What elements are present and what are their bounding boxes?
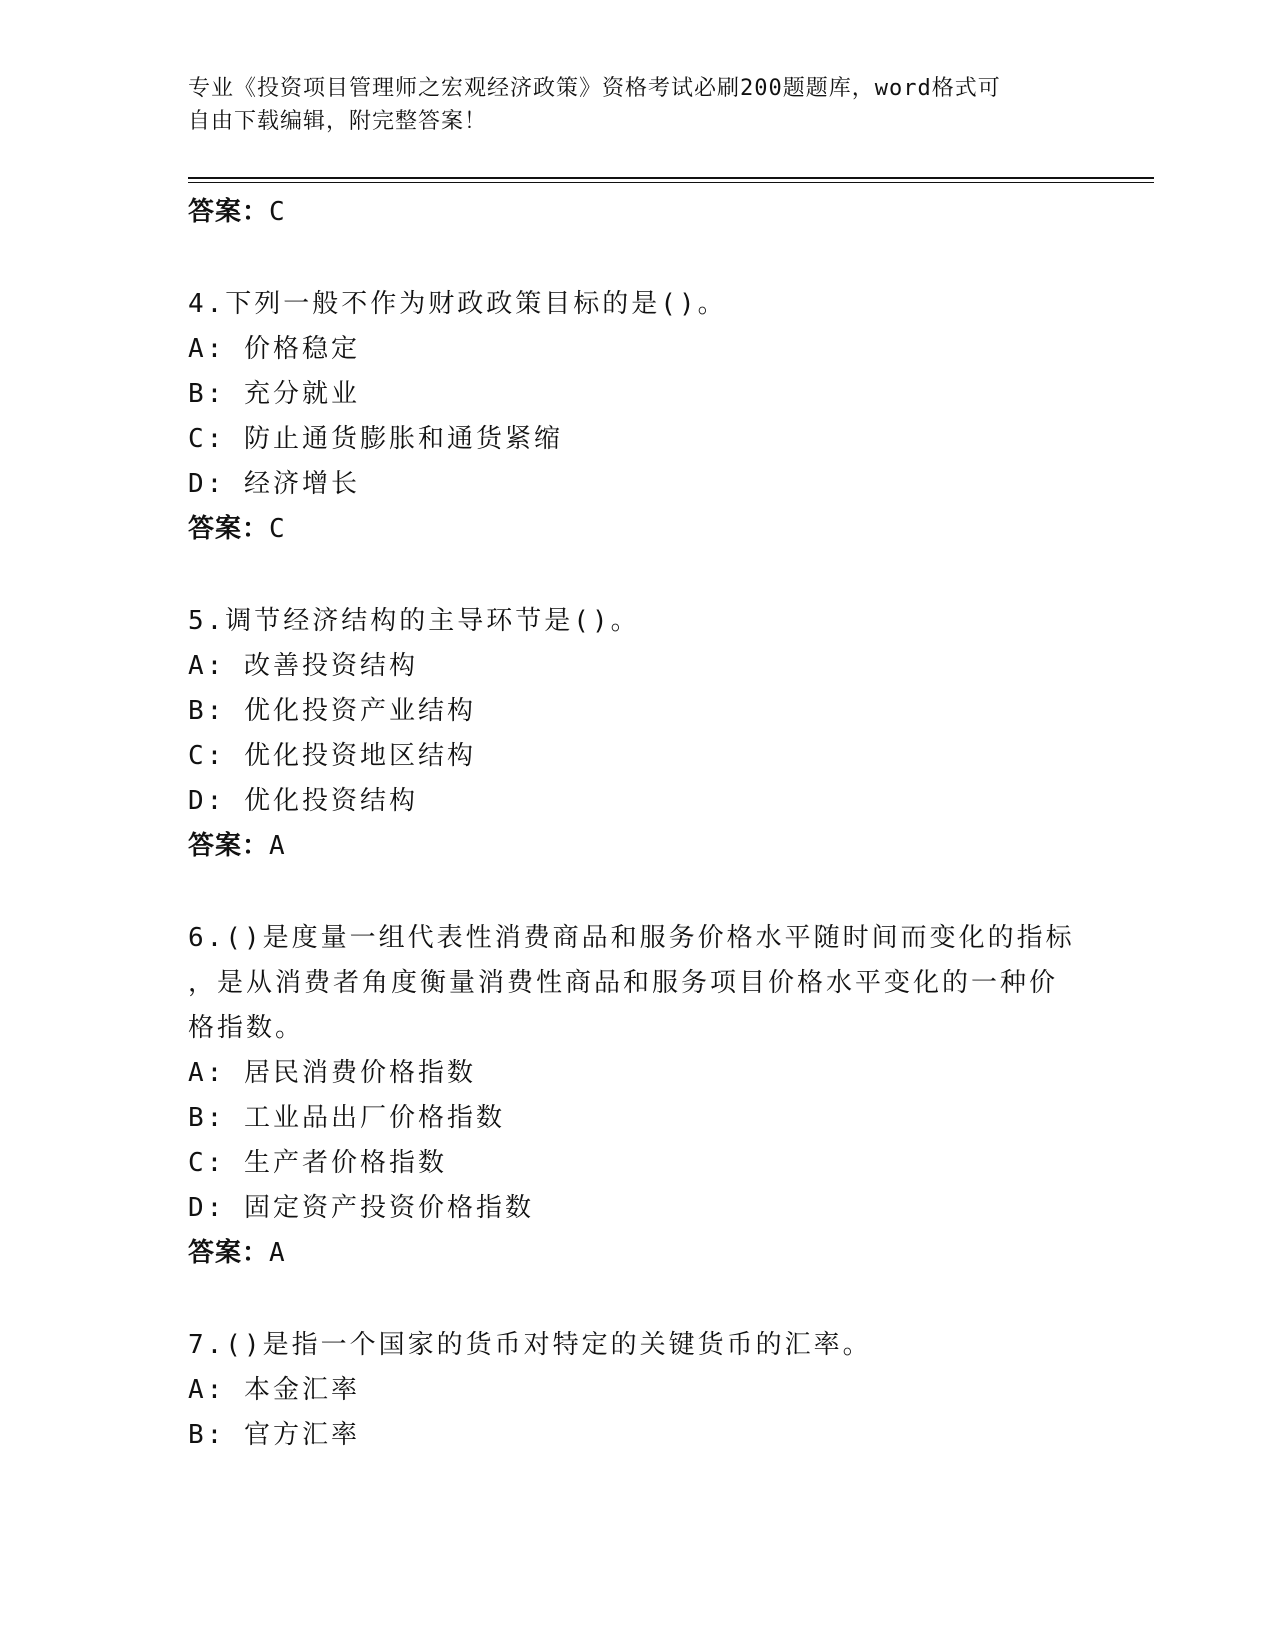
question-block xyxy=(188,282,1068,552)
option-c: C: 优化投资地区结构 xyxy=(188,741,476,771)
option-d: D: 经济增长 xyxy=(188,469,360,499)
question-block xyxy=(188,599,1068,869)
answer-line xyxy=(188,824,1068,869)
question-stem: 5.调节经济结构的主导环节是()。 xyxy=(188,606,640,636)
option-c: C: 防止通货膨胀和通货紧缩 xyxy=(188,424,563,454)
header-rule xyxy=(188,177,1154,179)
header-line-1: 专业《投资项目管理师之宏观经济政策》资格考试必刷200题题库，word格式可 xyxy=(188,76,1001,101)
question-stem: 4.下列一般不作为财政政策目标的是()。 xyxy=(188,289,727,319)
answer-label: 答案： xyxy=(188,1238,270,1268)
option-a: A: 价格稳定 xyxy=(188,334,360,364)
question-stem-line-1: 6.()是度量一组代表性消费商品和服务价格水平随时间而变化的指标 xyxy=(188,923,1075,953)
header-rule-thin xyxy=(188,182,1154,183)
question-stem-line-2: ，是从消费者角度衡量消费性商品和服务项目价格水平变化的一种价 xyxy=(188,968,1059,998)
answer-label: 答案： xyxy=(188,831,270,861)
answer-value: A xyxy=(269,1238,286,1268)
option-a: A: 改善投资结构 xyxy=(188,651,418,681)
option-a: A: 居民消费价格指数 xyxy=(188,1058,476,1088)
question-block xyxy=(188,916,1075,1276)
header-line-2: 自由下载编辑，附完整答案！ xyxy=(188,109,488,134)
answer-line xyxy=(188,190,1068,235)
option-d: D: 优化投资结构 xyxy=(188,786,418,816)
answer-label: 答案： xyxy=(188,514,270,544)
question-block xyxy=(188,1323,1068,1458)
question-stem: 7.()是指一个国家的货币对特定的关键货币的汇率。 xyxy=(188,1330,872,1360)
option-d: D: 固定资产投资价格指数 xyxy=(188,1193,534,1223)
option-a: A: 本金汇率 xyxy=(188,1375,360,1405)
answer-line xyxy=(188,507,1068,552)
answer-line xyxy=(188,1231,1068,1276)
option-c: C: 生产者价格指数 xyxy=(188,1148,447,1178)
document-body xyxy=(188,190,1075,1458)
question-stem-line-3: 格指数。 xyxy=(188,1013,305,1043)
answer-value: C xyxy=(269,514,286,544)
option-b: B: 官方汇率 xyxy=(188,1420,360,1450)
option-b: B: 充分就业 xyxy=(188,379,360,409)
option-b: B: 工业品出厂价格指数 xyxy=(188,1103,505,1133)
option-b: B: 优化投资产业结构 xyxy=(188,696,476,726)
answer-value: A xyxy=(269,831,286,861)
document-header xyxy=(188,72,1068,138)
answer-label: 答案： xyxy=(188,197,270,227)
answer-value: C xyxy=(269,197,286,227)
